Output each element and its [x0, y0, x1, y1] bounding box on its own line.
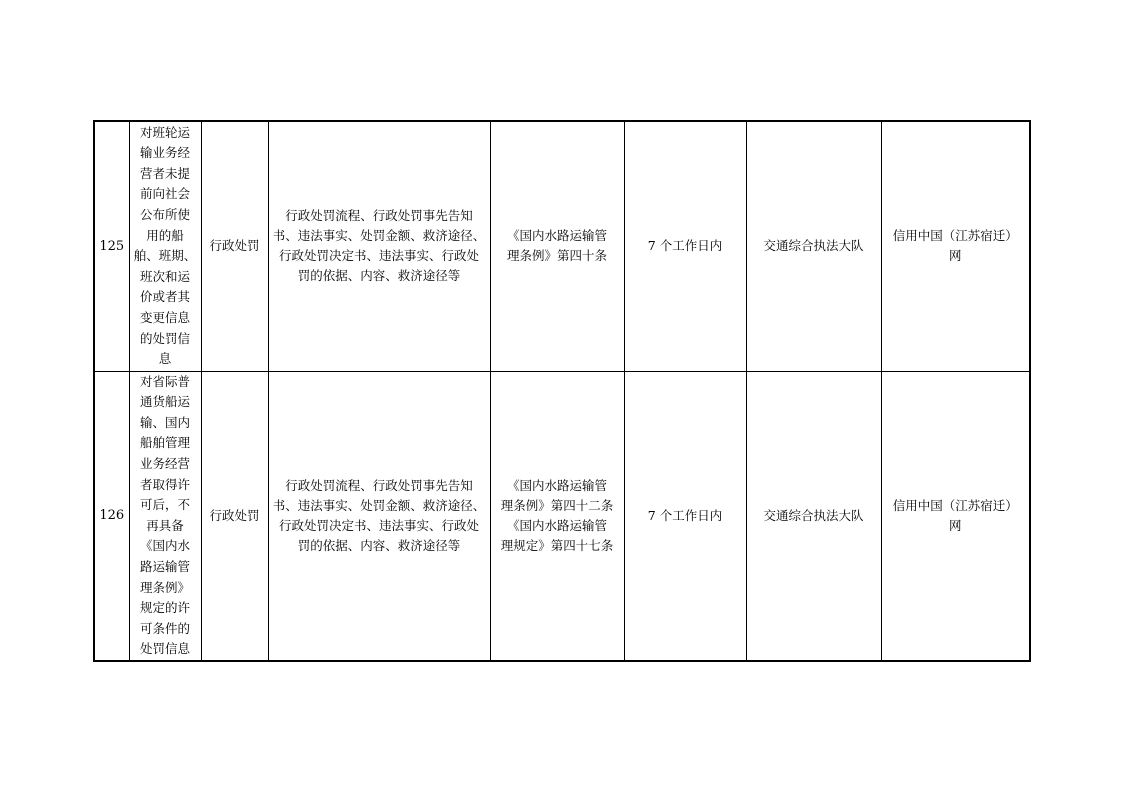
disclosure-content: 行政处罚流程、行政处罚事先告知 书、违法事实、处罚金额、救济途径、 行政处罚决定书、违法事实、行政处 罚的依据、内容、救济途径等	[272, 208, 486, 284]
type-cell	[201, 371, 268, 661]
type-cell	[201, 121, 268, 371]
time-limit: 7 个工作日内	[647, 238, 723, 254]
time-limit-cell	[624, 121, 746, 371]
row-number-cell	[94, 371, 129, 661]
item-name: 对班轮运 输业务经 营者未提 前向社会 公布所使 用的船 舶、班期、 班次和运 价或者其 变更信息 的处罚信 息	[133, 124, 197, 367]
time-limit: 7 个工作日内	[647, 507, 723, 523]
basis-cell	[490, 121, 624, 371]
table-row	[94, 121, 1030, 371]
basis-cell	[490, 371, 624, 661]
row-number-cell	[94, 121, 129, 371]
disclosure-channel: 信用中国（江苏宿迁） 网	[892, 497, 1018, 533]
channel-cell	[881, 371, 1030, 661]
item-type: 行政处罚	[209, 238, 260, 254]
department: 交通综合执法大队	[763, 507, 864, 523]
table-row	[94, 371, 1030, 661]
item-cell	[129, 121, 201, 371]
time-limit-cell	[624, 371, 746, 661]
item-cell	[129, 371, 201, 661]
disclosure-table	[93, 120, 1031, 662]
row-number: 125	[99, 238, 125, 254]
row-number: 126	[99, 508, 125, 524]
disclosure-channel: 信用中国（江苏宿迁） 网	[892, 228, 1018, 264]
legal-basis: 《国内水路运输管 理条例》第四十条	[506, 228, 607, 264]
channel-cell	[881, 121, 1030, 371]
content-cell	[268, 121, 490, 371]
item-name: 对省际普 通货船运 输、国内 船舶管理 业务经营 者取得许 可后，不 再具备 《国内水 路运输管 理条例》 规定的许 可条件的 处罚信息	[139, 373, 190, 657]
department-cell	[746, 121, 881, 371]
disclosure-content: 行政处罚流程、行政处罚事先告知 书、违法事实、处罚金额、救济途径、 行政处罚决定书、违法事实、行政处 罚的依据、内容、救济途径等	[272, 477, 486, 553]
content-cell	[268, 371, 490, 661]
department-cell	[746, 371, 881, 661]
department: 交通综合执法大队	[763, 238, 864, 254]
legal-basis: 《国内水路运输管 理条例》第四十二条 《国内水路运输管 理规定》第四十七条	[500, 477, 614, 553]
item-type: 行政处罚	[209, 507, 260, 523]
